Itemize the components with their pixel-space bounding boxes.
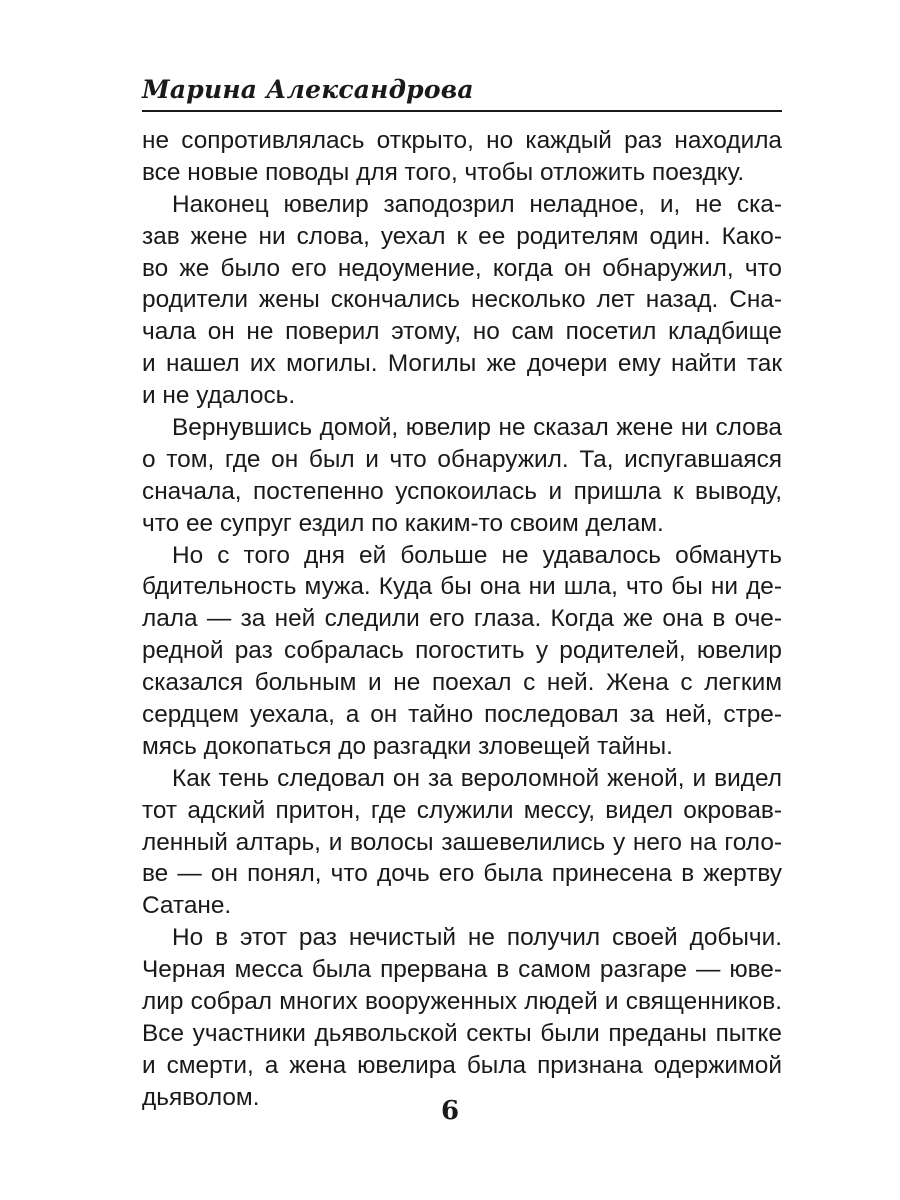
text-line: сказался больным и не поехал с ней. Жена с легким: [142, 669, 782, 697]
text-line: все новые поводы для того, чтобы отложить поездку.: [142, 158, 745, 186]
text-line: дьяволом.: [142, 1083, 260, 1111]
running-head-author: Марина Александрова: [142, 75, 474, 104]
text-line: во же было его недоумение, когда он обнаружил, что: [142, 254, 782, 282]
header-rule: [142, 110, 782, 112]
text-line: тот адский притон, где служили мессу, видел окровав-: [142, 796, 782, 824]
text-line: зав жене ни слова, уехал к ее родителям один. Како-: [142, 222, 782, 250]
text-line: Как тень следовал он за вероломной женой, и видел: [172, 764, 782, 792]
text-line: и не удалось.: [142, 382, 296, 410]
page-number: 6: [440, 1096, 460, 1126]
body-text: [142, 125, 782, 1114]
text-line: и смерти, а жена ювелира была признана одержимой: [142, 1051, 782, 1079]
text-line: сначала, постепенно успокоилась и пришла к выводу,: [142, 477, 782, 505]
text-line: лир собрал многих вооруженных людей и священников.: [142, 988, 782, 1016]
text-line: Вернувшись домой, ювелир не сказал жене ни слова: [172, 414, 782, 442]
text-line: и нашел их могилы. Могилы же дочери ему найти так: [142, 350, 782, 378]
text-line: чала он не поверил этому, но сам посетил кладбище: [142, 318, 782, 346]
text-line: что ее супруг ездил по каким-то своим делам.: [142, 509, 664, 537]
text-line: Все участники дьявольской секты были преданы пытке: [142, 1019, 782, 1047]
text-line: лала — за ней следили его глаза. Когда же она в оче-: [142, 605, 782, 633]
text-line: Наконец ювелир заподозрил неладное, и, не ска-: [172, 190, 782, 218]
text-line: мясь докопаться до разгадки зловещей тайны.: [142, 732, 673, 760]
text-line: сердцем уехала, а он тайно последовал за ней, стре-: [142, 701, 782, 729]
text-line: Сатане.: [142, 892, 232, 920]
text-line: ве — он понял, что дочь его была принесена в жертву: [142, 860, 782, 888]
text-line: бдительность мужа. Куда бы она ни шла, что бы ни де-: [142, 573, 782, 601]
text-line: о том, где он был и что обнаружил. Та, испугавшаяся: [142, 445, 782, 473]
text-line: Черная месса была прервана в самом разгаре — юве-: [142, 956, 782, 984]
text-line: Но в этот раз нечистый не получил своей добычи.: [172, 924, 782, 952]
text-line: родители жены скончались несколько лет назад. Сна-: [142, 286, 782, 314]
text-line: не сопротивлялась открыто, но каждый раз находила: [142, 127, 782, 154]
text-line: Но с того дня ей больше не удавалось обмануть: [172, 541, 782, 569]
text-line: редной раз собралась погостить у родителей, ювелир: [142, 637, 782, 665]
text-line: ленный алтарь, и волосы зашевелились у него на голо-: [142, 828, 782, 856]
